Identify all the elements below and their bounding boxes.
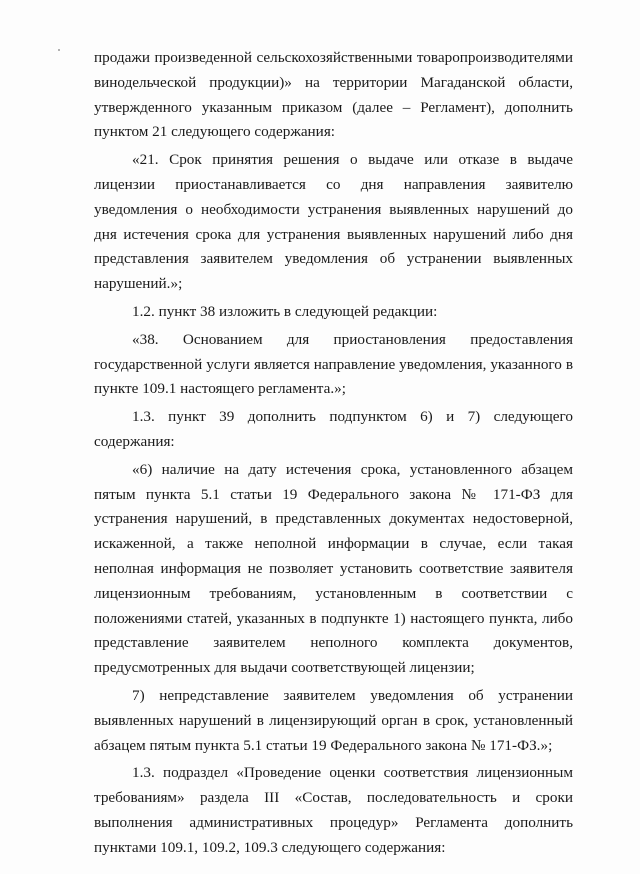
scan-speck	[58, 49, 60, 51]
paragraph-item-21: «21. Срок принятия решения о выдаче или отказе в выдаче лицензии приостанавливается со дня направления заявителю уведомления о необходимости устранения выявленных нарушений до дня истечения срока для устранения выявленных нарушений либо дня представления заявителем уведомления об устранении выявленных нарушений.»;	[94, 151, 573, 293]
document-body	[94, 46, 573, 862]
paragraph-amend-1-2: 1.2. пункт 38 изложить в следующей редакции:	[132, 302, 438, 320]
paragraph-item-38: «38. Основанием для приостановления предоставления государственной услуги является направление уведомления, указанного в пункте 109.1 настоящего регламента.»;	[94, 330, 573, 398]
paragraph-subitem-7: 7) непредставление заявителем уведомления об устранении выявленных нарушений в лицензирующий орган в срок, установленный абзацем пятым пункта 5.1 статьи 19 Федерального закона № 171-ФЗ.»;	[94, 686, 573, 754]
paragraph-regulation-intro: продажи произведенной сельскохозяйственными товаропроизводителями винодельческой продукции)» на территории Магаданской области, утвержденного указанным приказом (далее – Регламент), дополнить пунктом 21 следующего содержания:	[94, 49, 573, 141]
paragraph-subsection-amend: 1.3. подраздел «Проведение оценки соответствия лицензионным требованиям» раздела III «Состав, последовательность и сроки выполнения административных процедур» Регламента дополнить пунктами 109.1, 109.2, 109.3 следующего содержания:	[94, 764, 573, 856]
paragraph-amend-1-3: 1.3. пункт 39 дополнить подпунктом 6) и 7) следующего содержания:	[94, 408, 573, 450]
paragraph-subitem-6: «6) наличие на дату истечения срока, установленного абзацем пятым пункта 5.1 статьи 19 Федерального закона № 171-ФЗ для устранения нарушений, в представленных документах недостоверной, искаженной, а также неполной информации в случае, если такая неполная информация не позволяет установить соответствие заявителя лицензионным требованиям, установленным в соответствии с положениями статей, указанных в подпункте 1) настоящего пункта, либо представление заявителем неполного комплекта документов, предусмотренных для выдачи соответствующей лицензии;	[94, 460, 573, 677]
